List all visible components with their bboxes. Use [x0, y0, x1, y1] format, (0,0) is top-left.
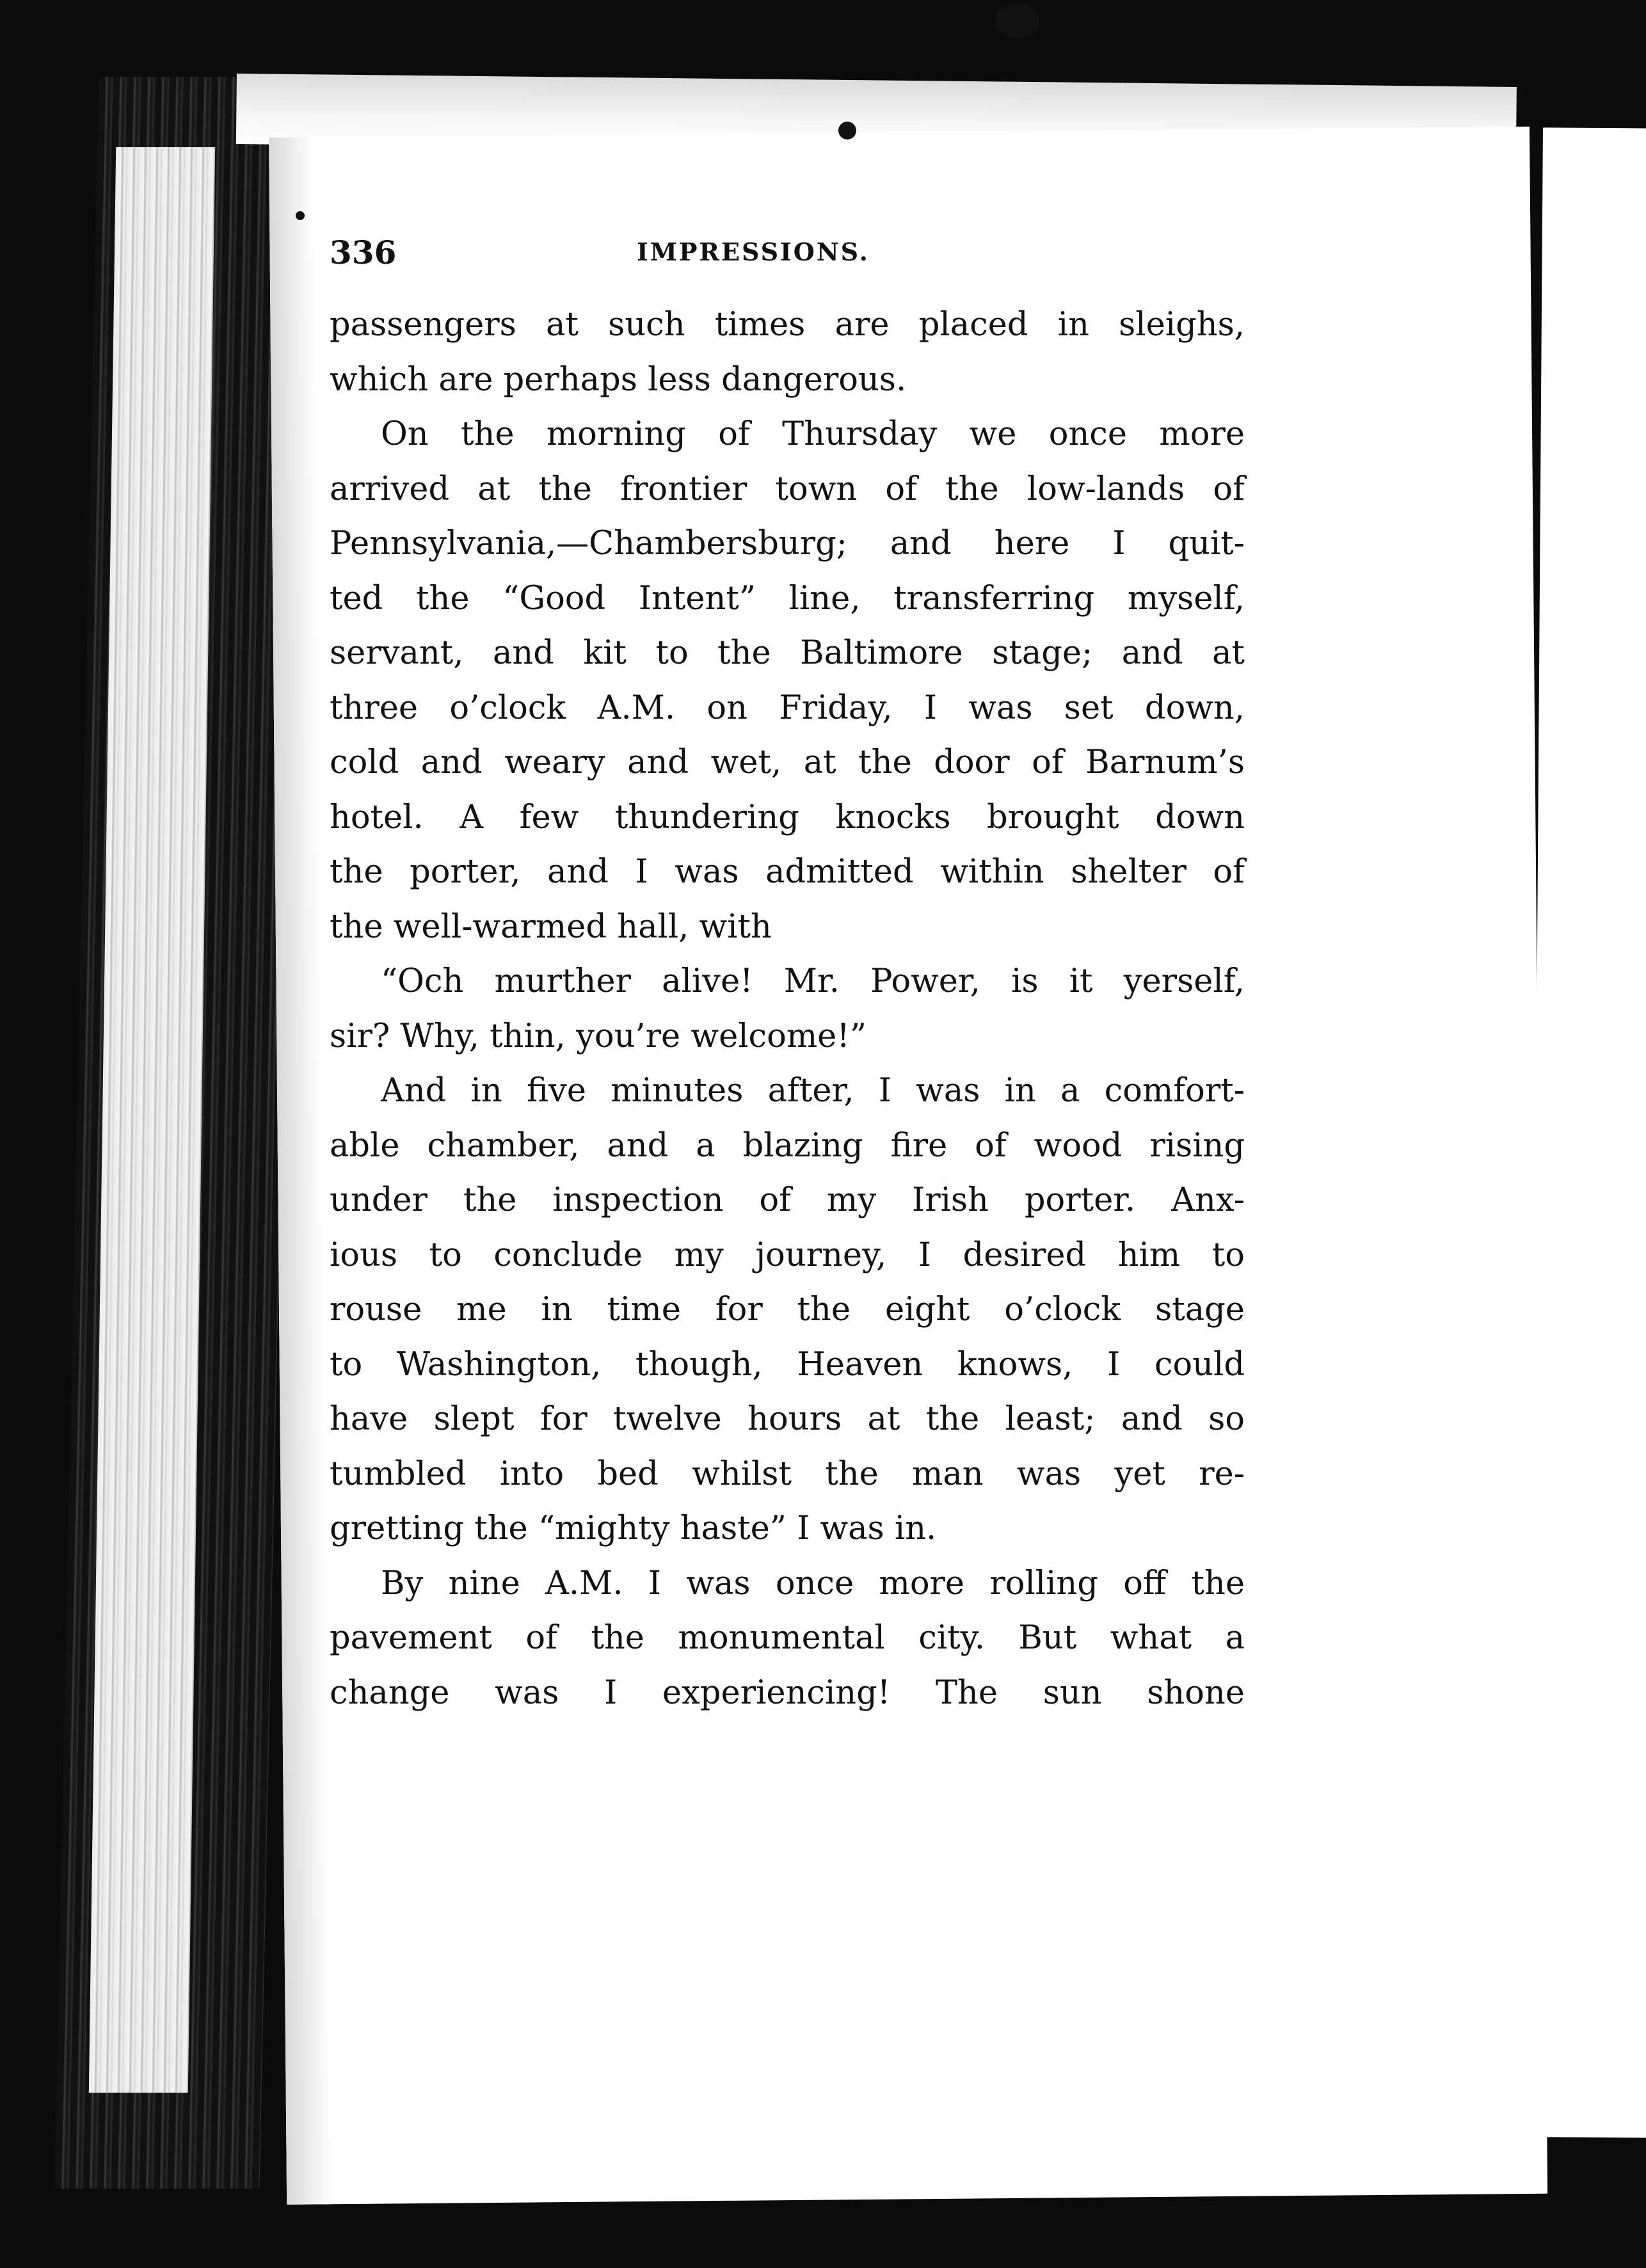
text-line: three o’clock A.M. on Friday, I was set down, [330, 689, 1245, 727]
text-line: which are perhaps less dangerous. [330, 360, 907, 399]
page-number: 336 [330, 234, 397, 271]
text-line: On the morning of Thursday we once more [381, 415, 1245, 453]
page-shadow [269, 137, 332, 2204]
text-line: the porter, and I was admitted within shelter of [330, 853, 1245, 891]
text-line: pavement of the monumental city. But what a [330, 1619, 1245, 1657]
text-line: hotel. A few thundering knocks brought down [330, 798, 1245, 836]
text-line: By nine A.M. I was once more rolling off the [381, 1564, 1245, 1602]
text-line: to Washington, though, Heaven knows, I could [330, 1345, 1245, 1384]
text-line: change was I experiencing! The sun shone [330, 1673, 1245, 1712]
text-line: have slept for twelve hours at the least; and so [330, 1400, 1245, 1438]
text-line: tumbled into bed whilst the man was yet re- [330, 1455, 1245, 1493]
text-line: the well-warmed hall, with [330, 907, 772, 946]
text-line: passengers at such times are placed in sleighs, [330, 306, 1245, 344]
ink-speck [296, 211, 305, 220]
text-line: able chamber, and a blazing fire of wood rising [330, 1126, 1245, 1165]
running-title: IMPRESSIONS. [637, 237, 870, 266]
text-line: sir? Why, thin, you’re welcome!” [330, 1017, 867, 1055]
text-line: cold and weary and wet, at the door of Barnum’s [330, 744, 1245, 781]
text-block [330, 234, 1245, 1720]
running-head [330, 234, 1245, 278]
text-line: Pennsylvania,—Chambersburg; and here I quit- [330, 525, 1245, 563]
text-line: ious to conclude my journey, I desired him to [330, 1236, 1245, 1274]
text-line: And in five minutes after, I was in a comfort- [381, 1072, 1245, 1110]
text-line: “Och murther alive! Mr. Power, is it yerself, [381, 962, 1245, 1000]
text-line: gretting the “mighty haste” I was in. [330, 1510, 937, 1547]
text-line: rouse me in time for the eight o’clock stage [330, 1291, 1245, 1329]
text-line: arrived at the frontier town of the low-lands of [330, 470, 1245, 508]
text-line: ted the “Good Intent” line, transferring myself, [330, 579, 1245, 618]
facing-page [1529, 127, 1646, 2137]
text-line: servant, and kit to the Baltimore stage; and at [330, 634, 1245, 672]
body-text [330, 298, 1245, 1720]
ink-speck [995, 3, 1040, 38]
text-line: under the inspection of my Irish porter. Anx- [330, 1181, 1245, 1219]
ink-speck [838, 122, 856, 140]
